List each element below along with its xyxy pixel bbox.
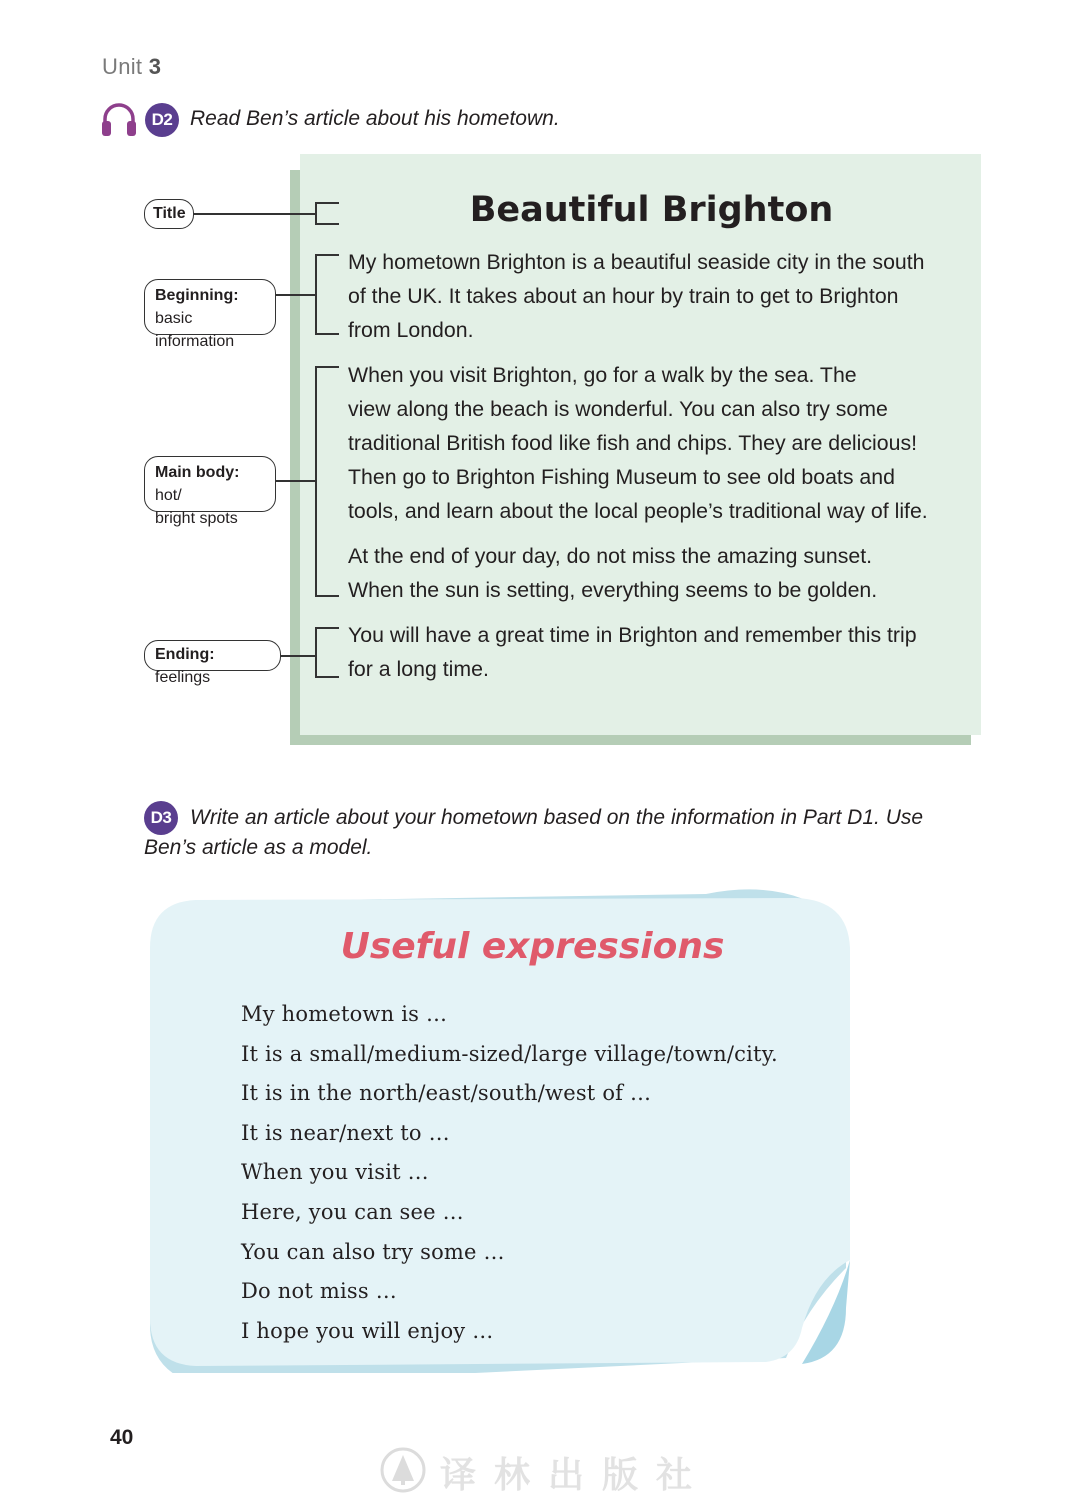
expression-item: When you visit … — [241, 1160, 429, 1185]
connector-ending — [280, 655, 315, 657]
label-ending-bold: Ending: — [155, 646, 215, 663]
bracket-beginning-top — [315, 254, 339, 256]
label-main-body-bold: Main body: — [155, 464, 240, 481]
d3-instruction-line-2: Ben’s article as a model. — [144, 836, 373, 859]
article-card — [300, 154, 981, 735]
label-ending-light: feelings — [155, 669, 211, 686]
bracket-ending — [315, 627, 317, 677]
article-line: You will have a great time in Brighton and remember this trip — [348, 623, 917, 647]
d3-instruction-line-1: Write an article about your hometown based on the information in Part D1. Use — [190, 806, 924, 829]
label-beginning-bold: Beginning: — [155, 287, 239, 304]
label-ending — [144, 640, 281, 686]
page-number: 40 — [110, 1426, 134, 1449]
article-line: When you visit Brighton, go for a walk by the sea. The — [348, 363, 857, 387]
article-title: Beautiful Brighton — [469, 190, 834, 230]
article-line: of the UK. It takes about an hour by train to get to Brighton — [348, 284, 899, 308]
bracket-title-bottom — [315, 223, 339, 225]
d2-instruction: Read Ben’s article about his hometown. — [190, 107, 560, 130]
article-line: for a long time. — [348, 657, 489, 681]
useful-expressions-list — [241, 995, 778, 1351]
article-paragraph-ending — [348, 618, 968, 686]
bracket-title — [315, 202, 317, 224]
label-beginning-light-1: basic — [155, 310, 193, 327]
label-beginning-light-2: information — [155, 333, 235, 350]
connector-title — [193, 213, 315, 215]
section-badge-d3: D3 — [144, 801, 178, 835]
bracket-body — [315, 366, 317, 596]
expression-item: You can also try some … — [241, 1239, 505, 1264]
connector-beginning — [275, 294, 315, 296]
bracket-ending-top — [315, 627, 339, 629]
connector-body — [275, 480, 315, 482]
bracket-beginning — [315, 254, 317, 334]
bracket-title-top — [315, 202, 339, 204]
expression-item: Here, you can see … — [241, 1199, 464, 1224]
label-title-text: Title — [153, 205, 186, 222]
publisher-logo-icon — [380, 1447, 426, 1493]
label-main-body-light-1: hot/ — [155, 487, 182, 504]
label-beginning — [144, 279, 276, 350]
bracket-body-bottom — [315, 595, 339, 597]
headphones-icon[interactable] — [100, 101, 138, 139]
label-title — [144, 199, 194, 229]
unit-label: Unit — [102, 54, 143, 79]
expression-item: It is near/next to … — [241, 1120, 450, 1145]
article-line: My hometown Brighton is a beautiful seaside city in the south — [348, 250, 925, 274]
article-line: At the end of your day, do not miss the amazing sunset. — [348, 544, 873, 568]
article-line: Then go to Brighton Fishing Museum to see old boats and — [348, 465, 895, 489]
label-main-body-light-2: bright spots — [155, 510, 238, 527]
expression-item: I hope you will enjoy … — [241, 1318, 494, 1343]
article-line: traditional British food like fish and chips. They are delicious! — [348, 431, 918, 455]
useful-expressions-title: Useful expressions — [340, 926, 725, 967]
publisher-watermark: 译林出版社 — [440, 1454, 711, 1496]
expression-item: It is a small/medium-sized/large village/town/city. — [241, 1041, 778, 1066]
bracket-beginning-bottom — [315, 333, 339, 335]
article-paragraph-body-2 — [348, 539, 968, 607]
section-badge-d2: D2 — [145, 103, 179, 137]
expression-item: My hometown is … — [241, 1002, 448, 1026]
article-line: view along the beach is wonderful. You can also try some — [348, 397, 888, 421]
bracket-ending-bottom — [315, 676, 339, 678]
article-line: When the sun is setting, everything seems to be golden. — [348, 578, 878, 602]
label-main-body — [144, 456, 276, 527]
article-line: tools, and learn about the local people’s traditional way of life. — [348, 499, 928, 523]
expression-item: It is in the north/east/south/west of … — [241, 1081, 652, 1106]
article-paragraph-body-1 — [348, 358, 968, 528]
unit-number: 3 — [148, 54, 162, 79]
article-line: from London. — [348, 318, 474, 342]
unit-heading — [102, 54, 161, 80]
expression-item: Do not miss … — [241, 1279, 397, 1304]
bracket-body-top — [315, 366, 339, 368]
article-paragraph-beginning — [348, 245, 968, 347]
